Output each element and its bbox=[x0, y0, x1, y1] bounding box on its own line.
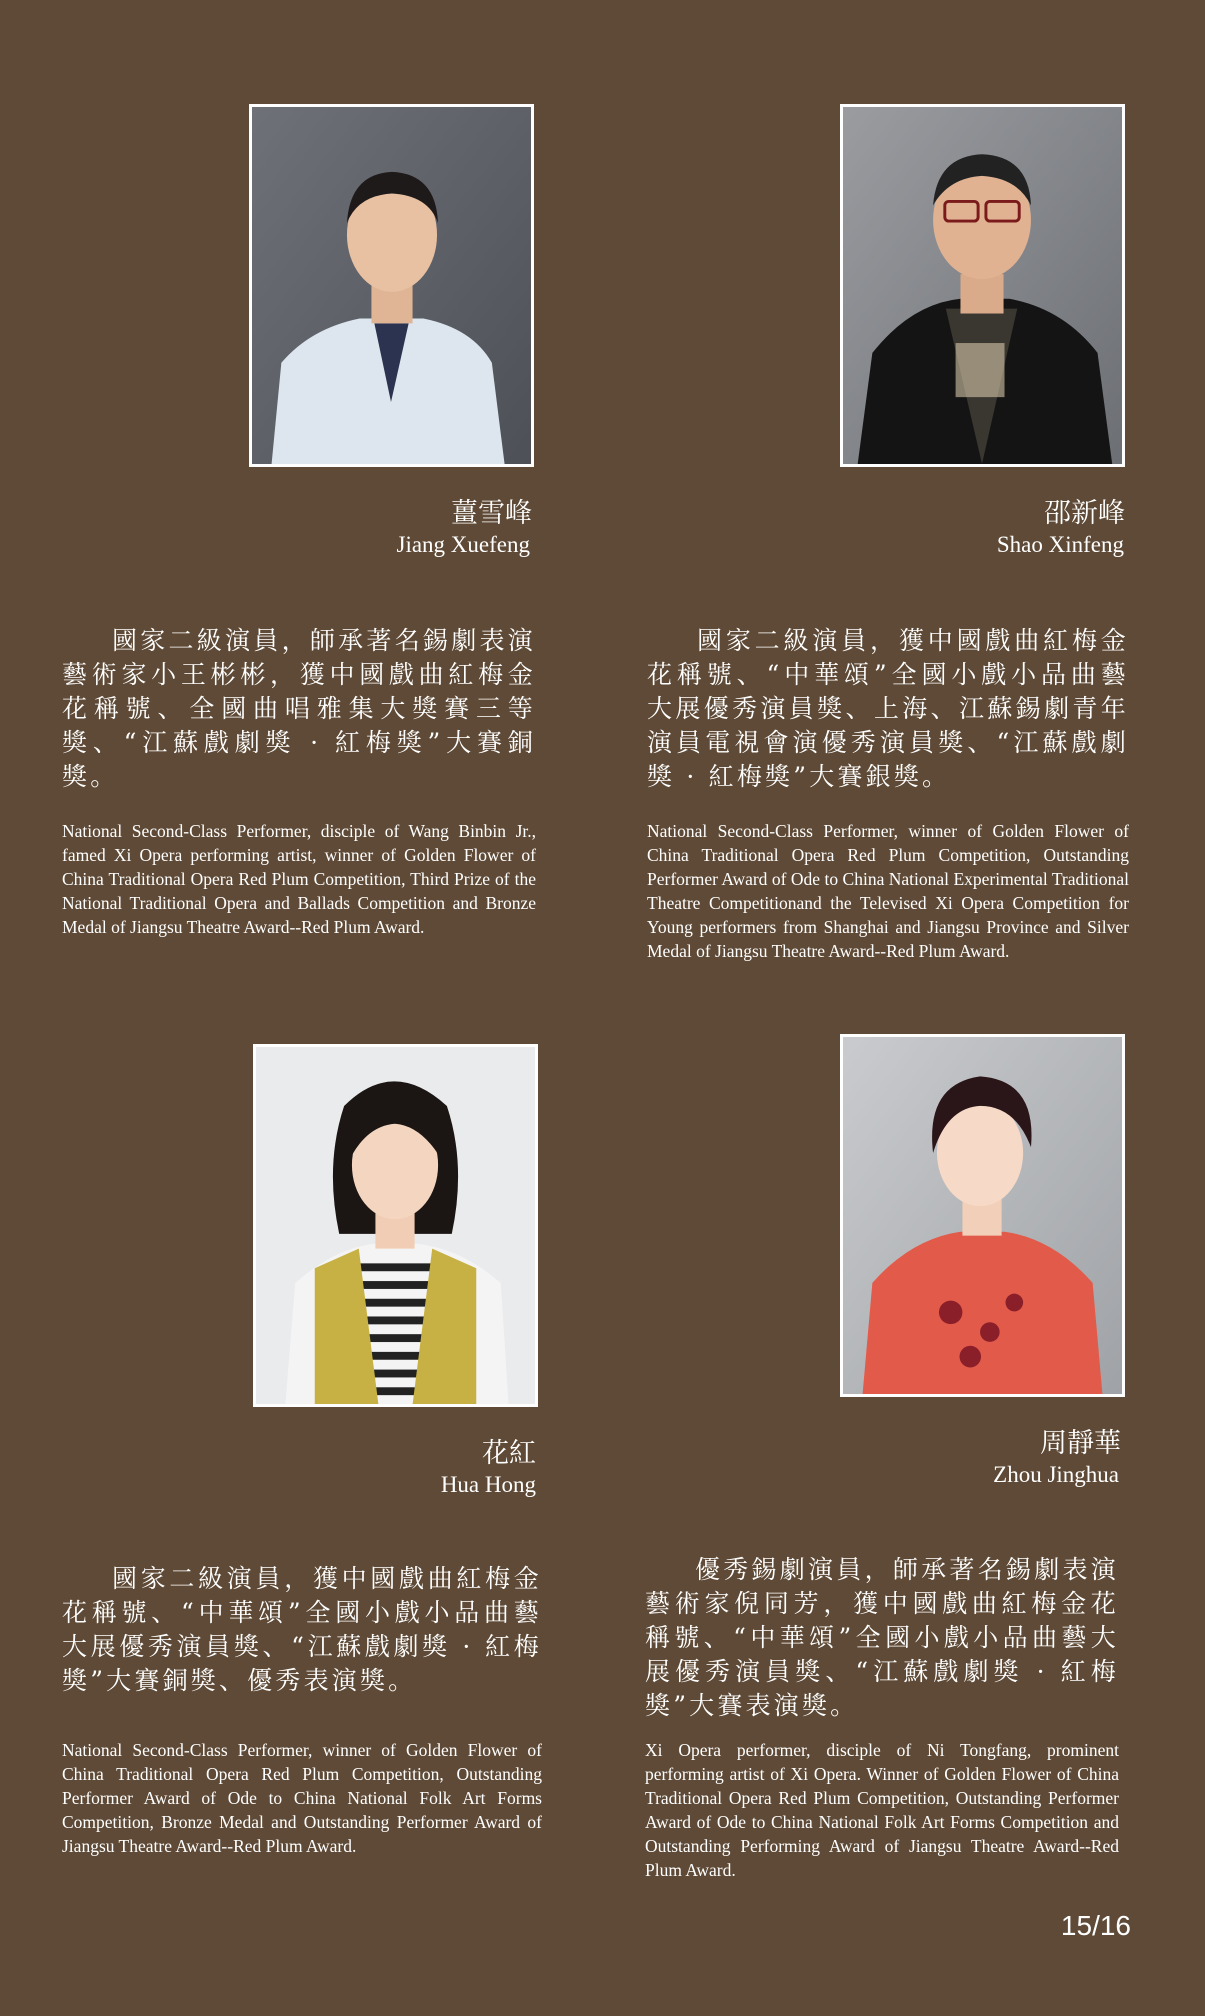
performer-name-en: Hua Hong bbox=[440, 1472, 536, 1497]
performer-bio-cn: 國家二級演員，師承著名錫劇表演藝術家小王彬彬，獲中國戲曲紅梅金花稱號、全國曲唱雅集大獎賽三等獎、“江蘇戲劇獎 · 紅梅獎”大賽銅獎。 bbox=[62, 626, 536, 791]
performer-name-cn: 邵新峰 bbox=[1044, 498, 1125, 529]
performer-photo-zhou-jinghua bbox=[840, 1034, 1125, 1397]
performer-bio-en: Xi Opera performer, disciple of Ni Tongfang, prominent performing artist of Xi Opera. Winner of Golden Flower of China Traditional Opera Red Plum Competition, Outstanding Performer Award of Ode to China National Folk Art Forms Competition and Outstanding Performing Award of Jiangsu Theatre Award--Red Plum Award. bbox=[645, 1740, 1119, 1880]
performer-photo-shao-xinfeng bbox=[840, 104, 1125, 467]
portrait-man-light-shirt-icon bbox=[252, 107, 531, 464]
performer-bio-cn: 國家二級演員，獲中國戲曲紅梅金花稱號、“中華頌”全國小戲小品曲藝大展優秀演員獎、“江蘇戲劇獎 · 紅梅獎”大賽銅獎、優秀表演獎。 bbox=[62, 1564, 542, 1695]
performer-photo-hua-hong bbox=[253, 1044, 538, 1407]
portrait-woman-red-blouse-icon bbox=[843, 1037, 1122, 1394]
performer-name-en: Jiang Xuefeng bbox=[396, 532, 530, 557]
portrait-man-glasses-black-jacket-icon bbox=[843, 107, 1122, 464]
portrait-woman-yellow-vest-icon bbox=[256, 1047, 535, 1404]
performer-bio-en: National Second-Class Performer, winner of Golden Flower of China Traditional Opera Red Plum Competition, Outstanding Performer Award of Ode to China National Folk Art Forms Competition, Bronze Medal and Outstanding Performer Award of Jiangsu Theatre Award--Red Plum Award. bbox=[62, 1740, 542, 1856]
performer-bio-en: National Second-Class Performer, disciple of Wang Binbin Jr., famed Xi Opera performing artist, winner of Golden Flower of China Traditional Opera Red Plum Competition, Third Prize of the National Traditional Opera and Ballads Competition and Bronze Medal of Jiangsu Theatre Award--Red Plum Award. bbox=[62, 821, 536, 937]
performer-bio-en: National Second-Class Performer, winner of Golden Flower of China Traditional Opera Red Plum Competition, Outstanding Performer Award of Ode to China National Experimental Traditional Theatre Competitionand the Televised Xi Opera Competition for Young performers from Shanghai and Jiangsu Province and Silver Medal of Jiangsu Theatre Award--Red Plum Award. bbox=[647, 821, 1129, 961]
performer-name-cn: 薑雪峰 bbox=[451, 498, 532, 529]
performer-name-en: Shao Xinfeng bbox=[996, 532, 1124, 557]
performer-bio-cn: 優秀錫劇演員，師承著名錫劇表演藝術家倪同芳，獲中國戲曲紅梅金花稱號、“中華頌”全國小戲小品曲藝大展優秀演員獎、“江蘇戲劇獎 · 紅梅獎”大賽表演獎。 bbox=[645, 1555, 1119, 1720]
performer-bio-cn: 國家二級演員，獲中國戲曲紅梅金花稱號、“中華頌”全國小戲小品曲藝大展優秀演員獎、上海、江蘇錫劇青年演員電視會演優秀演員獎、“江蘇戲劇獎 · 紅梅獎”大賽銀獎。 bbox=[647, 626, 1129, 791]
performer-name-cn: 周靜華 bbox=[1040, 1428, 1121, 1459]
performer-name-en: Zhou Jinghua bbox=[993, 1462, 1119, 1487]
page-number: 15/16 bbox=[1060, 1910, 1131, 1941]
performer-name-cn: 花紅 bbox=[482, 1438, 536, 1469]
performer-photo-jiang-xuefeng bbox=[249, 104, 534, 467]
